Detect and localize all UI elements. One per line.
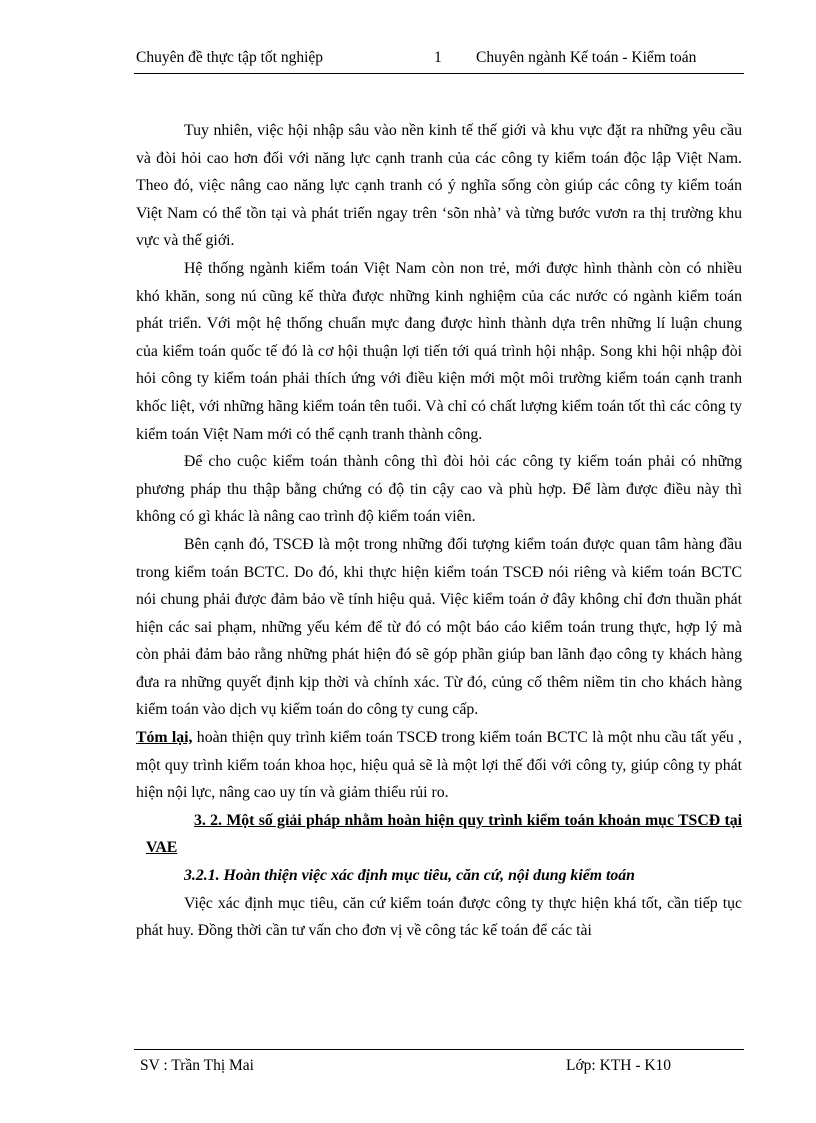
summary-label: Tóm lại, [136,729,193,747]
header-page-number: 1 [434,49,442,66]
paragraph-3: Để cho cuộc kiểm toán thành công thì đòi hỏi các công ty kiểm toán phải có những phương pháp thu thập bằng chứng có độ tin cậy cao và phù hợp. Để làm được điều này thì không có gì khác là nâng cao trình độ kiểm toán viên. [136,453,742,526]
section-heading: 3. 2. Một số giải pháp nhằm hoàn hiện quy trình kiểm toán khoản mục TSCĐ tại VAE [146,811,742,857]
paragraph-1: Tuy nhiên, việc hội nhập sâu vào nền kinh tế thế giới và khu vực đặt ra những yêu cầu và đòi hỏi cao hơn đối với năng lực cạnh tranh của các công ty kiểm toán độc lập Việt Nam. Theo đó, việc nâng cao năng lực cạnh tranh có ý nghĩa sống còn giúp các công ty kiểm toán Việt Nam có thể tồn tại và phát triển ngay trên ‘sõn nhà’ và từng bước vươn ra thị trường khu vực và thế giới. [136,122,742,250]
summary-text: hoàn thiện quy trình kiểm toán TSCĐ trong kiểm toán BCTC là một nhu cầu tất yếu , một quy trình kiểm toán khoa học, hiệu quả sẽ là một lợi thế đối với công ty, giúp công ty phát hiện nội lực, nâng cao uy tín và giảm thiểu rủi ro. [136,729,742,802]
page-footer [134,1055,744,1079]
paragraph-4: Bên cạnh đó, TSCĐ là một trong những đối tượng kiểm toán được quan tâm hàng đầu trong kiểm toán BCTC. Do đó, khi thực hiện kiểm toán TSCĐ nói riêng và kiểm toán BCTC nói chung phải được đảm bảo về tính hiệu quả. Việc kiểm toán ở đây không chỉ đơn thuần phát hiện các sai phạm, những yếu kém để từ đó có một báo cáo kiểm toán trung thực, hợp lý mà còn phải đảm bảo rằng những phát hiện đó sẽ góp phần giúp ban lãnh đạo công ty khách hàng đưa ra những quyết định kịp thời và chính xác. Từ đó, củng cố thêm niềm tin cho khách hàng kiểm toán vào dịch vụ kiểm toán do công ty cung cấp. [136,535,742,719]
header-divider [134,73,744,74]
header-document-title: Chuyên đề thực tập tốt nghiệp [136,49,324,66]
header-major: Chuyên ngành Kế toán - Kiểm toán [476,49,697,66]
footer-student: SV : Trần Thị Mai [140,1057,254,1074]
footer-divider [134,1049,744,1050]
page-header [134,46,744,70]
footer-class: Lớp: KTH - K10 [566,1057,672,1074]
subsection-heading: 3.2.1. Hoàn thiện việc xác định mục tiêu, căn cứ, nội dung kiểm toán [184,867,635,885]
document-body [136,117,742,945]
summary-paragraph [136,724,742,807]
paragraph-2: Hệ thống ngành kiểm toán Việt Nam còn non trẻ, mới được hình thành còn có nhiều khó khăn, song nú cũng kế thừa được những kinh nghiệm của các nước có ngành kiểm toán phát triển. Với một hệ thống chuẩn mực đang được hình thành dựa trên những lí luận chung của kiểm toán quốc tế đó là cơ hội thuận lợi tiến tới quá trình hội nhập. Song khi hội nhập đòi hỏi công ty kiểm toán phải thích ứng với điều kiện mới một môi trường kiểm toán cạnh tranh khốc liệt, với những hãng kiểm toán tên tuổi. Và chỉ có chất lượng kiểm toán tốt thì các công ty kiểm toán Việt Nam mới có thể cạnh tranh thành công. [136,259,742,443]
paragraph-5: Việc xác định mục tiêu, căn cứ kiểm toán được công ty thực hiện khá tốt, cần tiếp tục phát huy. Đồng thời cần tư vấn cho đơn vị về công tác kế toán để các tài [136,894,742,940]
